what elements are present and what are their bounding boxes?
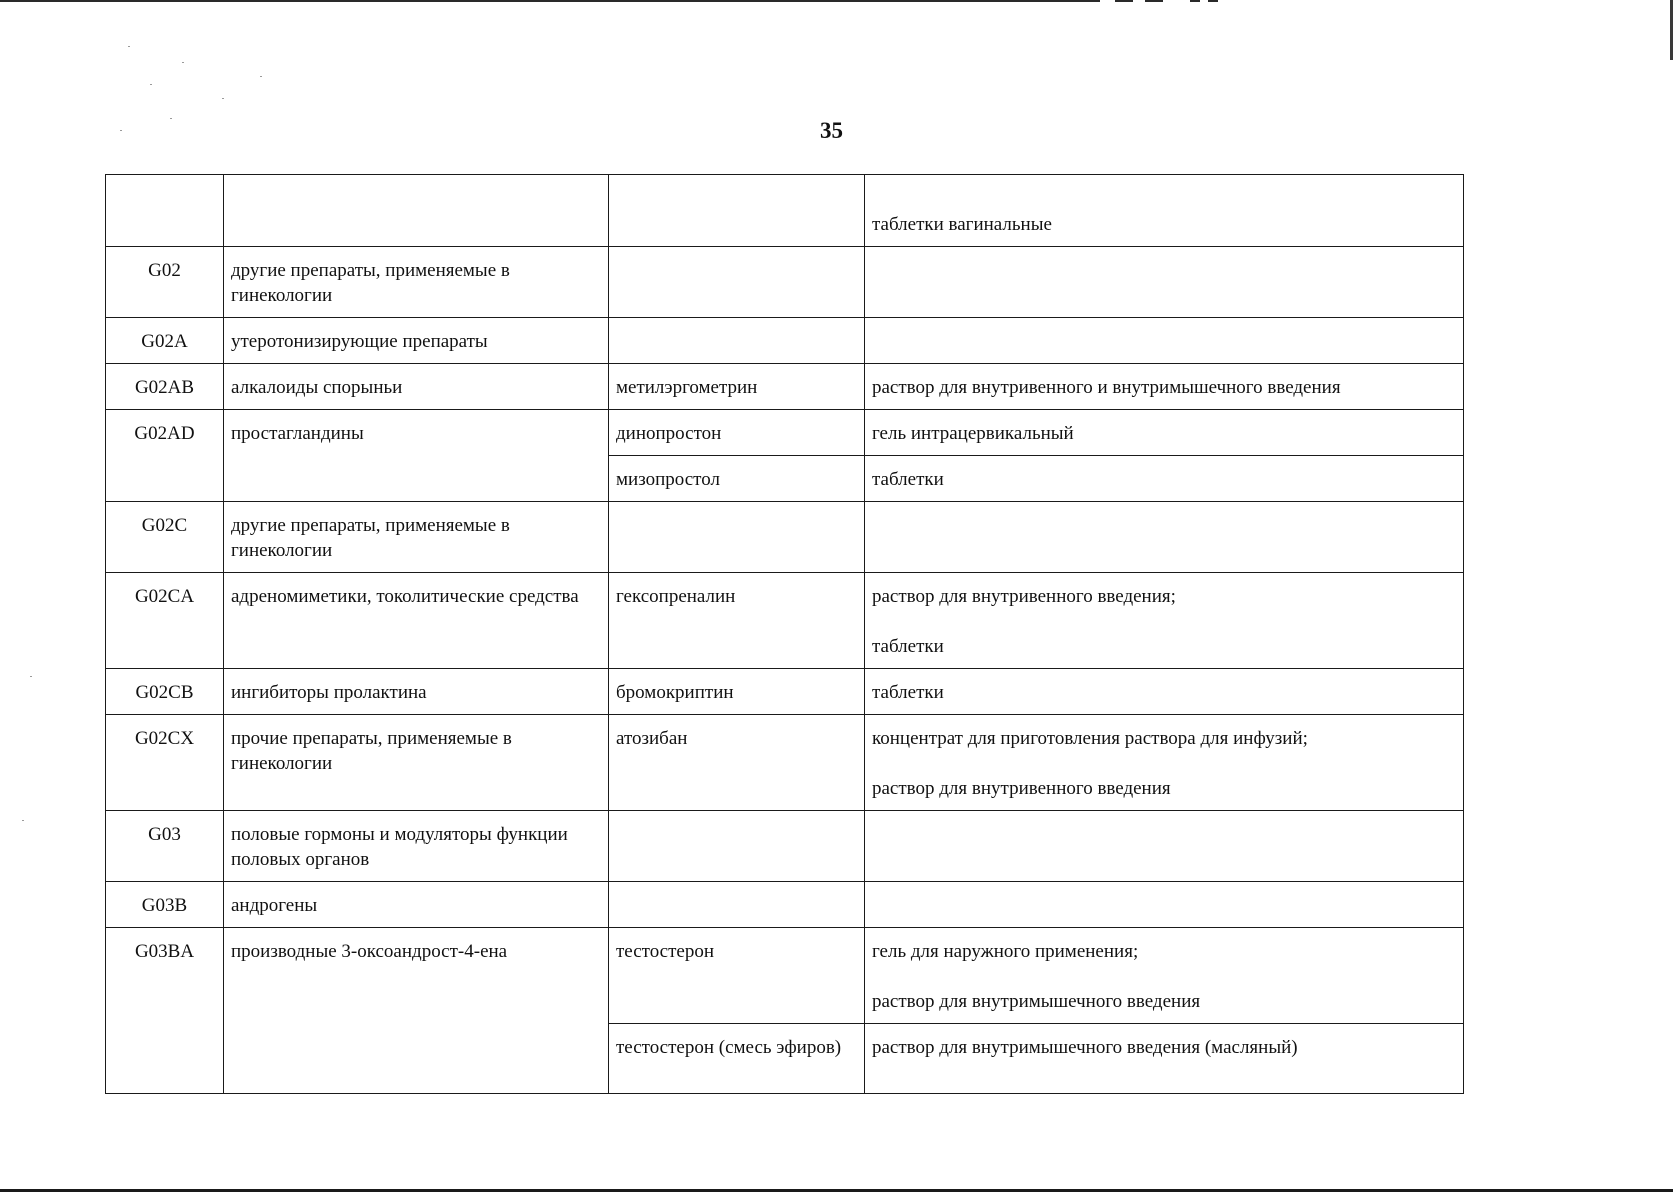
anatomical-group-cell: ингибиторы пролактина: [224, 669, 609, 715]
scan-speck: [120, 130, 122, 131]
atc-code-cell: G03BA: [106, 928, 224, 1094]
dosage-form: гель для наружного применения;: [872, 941, 1139, 962]
anatomical-group-cell: другие препараты, применяемые в гинекологии: [224, 502, 609, 573]
drug-name-cell: атозибан: [609, 715, 865, 811]
atc-code-cell: G03: [106, 811, 224, 882]
dosage-forms-cell: [865, 364, 1464, 410]
dosage-forms-cell: [865, 715, 1464, 811]
table-row: [106, 811, 1464, 882]
drug-name-cell: метилэргометрин: [609, 364, 865, 410]
scan-speck: [30, 676, 32, 677]
atc-code-cell: G02CB: [106, 669, 224, 715]
table-body: [106, 175, 1464, 1094]
dosage-form: раствор для внутривенного введения: [872, 778, 1171, 799]
drug-name-cell: мизопростол: [609, 456, 865, 502]
anatomical-group-cell: производные 3-оксоандрост-4-ена: [224, 928, 609, 1094]
anatomical-group-cell: прочие препараты, применяемые в гинекологии: [224, 715, 609, 811]
dosage-forms-cell: [865, 669, 1464, 715]
table-row: [106, 669, 1464, 715]
table-row: [106, 410, 1464, 456]
dosage-forms-cell: [865, 811, 1464, 882]
table-row: [106, 715, 1464, 811]
drug-name-cell: динопростон: [609, 410, 865, 456]
scan-border-top: [0, 0, 1100, 2]
scan-speck: [222, 98, 224, 99]
drug-name-cell: тестостерон (смесь эфиров): [609, 1024, 865, 1094]
atc-code-cell: G02AB: [106, 364, 224, 410]
scan-speck: [128, 46, 130, 47]
drug-name-cell: [609, 882, 865, 928]
scan-speck: [150, 84, 152, 85]
dosage-forms-cell: [865, 456, 1464, 502]
table-row: [106, 882, 1464, 928]
dosage-forms-cell: [865, 175, 1464, 247]
dosage-form: таблетки: [872, 469, 944, 490]
dosage-form: таблетки вагинальные: [872, 214, 1052, 235]
dosage-forms-cell: [865, 1024, 1464, 1094]
scan-border-top-dash: [1190, 0, 1200, 2]
atc-code-cell: G02AD: [106, 410, 224, 502]
drug-name-cell: тестостерон: [609, 928, 865, 1024]
dosage-forms-cell: [865, 882, 1464, 928]
dosage-forms-cell: [865, 573, 1464, 669]
dosage-form: раствор для внутривенного введения;: [872, 586, 1176, 607]
anatomical-group-cell: простагландины: [224, 410, 609, 502]
drug-name-cell: [609, 175, 865, 247]
atc-code-cell: G03B: [106, 882, 224, 928]
drug-name-cell: [609, 811, 865, 882]
atc-code-cell: G02A: [106, 318, 224, 364]
dosage-form: раствор для внутримышечного введения (масляный): [872, 1037, 1298, 1058]
scan-speck: [260, 76, 262, 77]
scan-speck: [170, 118, 172, 119]
scan-speck: [182, 62, 184, 63]
dosage-form: гель интрацервикальный: [872, 423, 1074, 444]
drug-name-cell: [609, 502, 865, 573]
table-row: [106, 502, 1464, 573]
anatomical-group-cell: алкалоиды спорыньи: [224, 364, 609, 410]
dosage-form: таблетки: [872, 682, 944, 703]
table-row: [106, 318, 1464, 364]
dosage-form: раствор для внутривенного и внутримышечного введения: [872, 377, 1341, 398]
page-number: 35: [820, 118, 843, 143]
form-spacer: [872, 964, 1456, 989]
table-row: [106, 175, 1464, 247]
dosage-form: раствор для внутримышечного введения: [872, 991, 1201, 1012]
atc-code-cell: G02: [106, 247, 224, 318]
anatomical-group-cell: утеротонизирующие препараты: [224, 318, 609, 364]
form-spacer: [872, 751, 1456, 776]
table-row: [106, 928, 1464, 1024]
scan-border-top-dash: [1208, 0, 1218, 2]
dosage-form: концентрат для приготовления раствора для инфузий;: [872, 728, 1308, 749]
scan-speck: [22, 820, 24, 821]
dosage-forms-cell: [865, 247, 1464, 318]
drug-name-cell: бромокриптин: [609, 669, 865, 715]
form-spacer: [872, 609, 1456, 634]
anatomical-group-cell: другие препараты, применяемые в гинекологии: [224, 247, 609, 318]
dosage-forms-cell: [865, 502, 1464, 573]
scan-border-bottom: [0, 1189, 1673, 1192]
table-row: [106, 573, 1464, 669]
atc-code-cell: G02C: [106, 502, 224, 573]
scan-border-top-dash: [1145, 0, 1163, 2]
anatomical-group-cell: андрогены: [224, 882, 609, 928]
dosage-forms-cell: [865, 318, 1464, 364]
dosage-form: таблетки: [872, 636, 944, 657]
atc-code-cell: G02CX: [106, 715, 224, 811]
anatomical-group-cell: адреномиметики, токолитические средства: [224, 573, 609, 669]
drug-name-cell: [609, 247, 865, 318]
anatomical-group-cell: половые гормоны и модуляторы функции половых органов: [224, 811, 609, 882]
anatomical-group-cell: [224, 175, 609, 247]
dosage-forms-cell: [865, 928, 1464, 1024]
table-row: [106, 364, 1464, 410]
atc-code-cell: G02CA: [106, 573, 224, 669]
atc-code-cell: [106, 175, 224, 247]
drug-name-cell: гексопреналин: [609, 573, 865, 669]
dosage-forms-cell: [865, 410, 1464, 456]
drug-name-cell: [609, 318, 865, 364]
scan-border-top-dash: [1115, 0, 1133, 2]
table-row: [106, 247, 1464, 318]
medicines-table: [105, 174, 1464, 1094]
